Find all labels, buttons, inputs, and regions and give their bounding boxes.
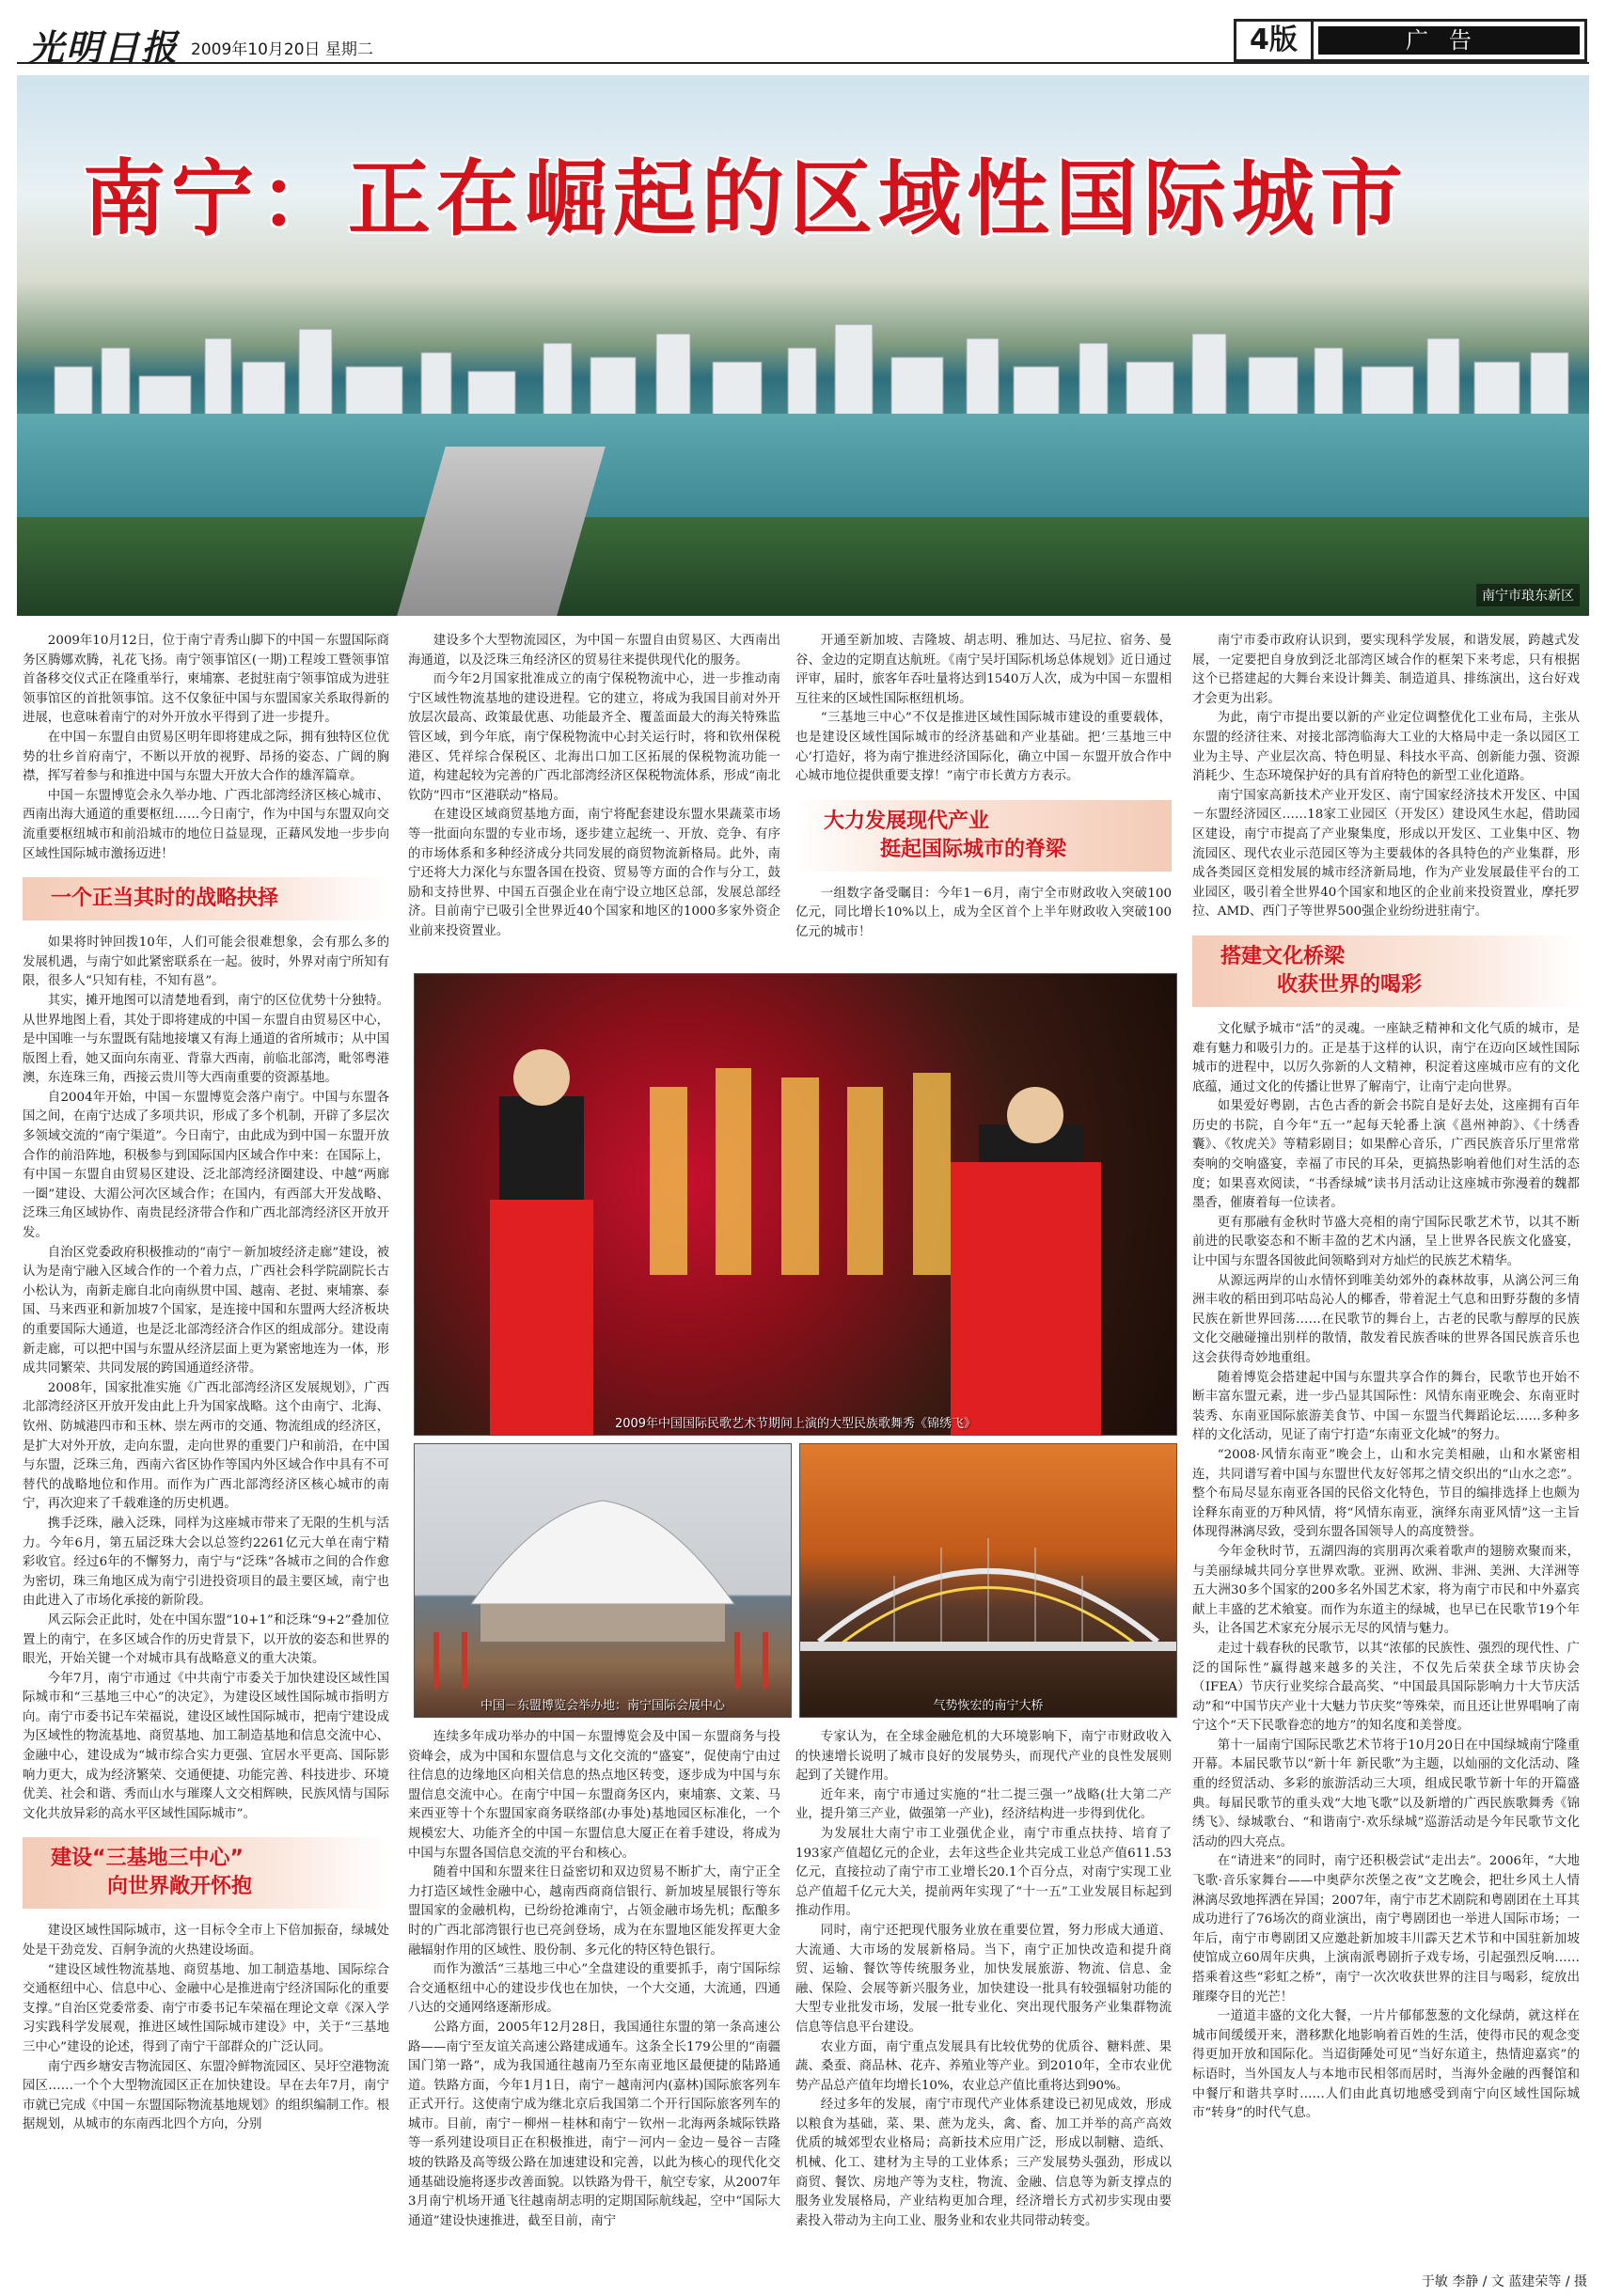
hero-photo [17,75,1589,616]
subheading [1192,936,1580,1007]
hero-caption: 南宁市琅东新区 [1476,584,1580,606]
byline: 于敏 李静 / 文 蓝建荣等 / 摄 [1421,2274,1587,2289]
paragraph: 今年金秋时节，五湖四海的宾朋再次乘着歌声的翅膀欢聚而来，与美丽绿城共同分享世界欢歌。亚洲、欧洲、非洲、美洲、大洋洲等五大洲30多个国家的200多名外国艺术家，将为南宁市民和中外嘉宾献上丰盛的艺术飨宴。而作为东道主的绿城，也早已在民歌节19个年头，让各国艺术家充分展示无尽的风情与魅力。 [1192,1544,1580,1637]
expo-building-graphic [415,1444,791,1717]
article-column-3-lower [795,1728,1172,2288]
paragraph: 文化赋予城市“活”的灵魂。一座缺乏精神和文化气质的城市，是难有魅力和吸引力的。正是基于这样的认识，南宁在迈向区域性国际城市的进程中，以厉久弥新的人文精神，积淀着这座城市应有的文化底蕴，通过文化的传播让世界了解南宁，让南宁走向世界。 [1192,1021,1580,1094]
bridge-photo [799,1443,1177,1718]
paragraph: 从源远两岸的山水情怀到唯美幼郊外的森林故事，从漓公河三角洲丰收的稻田到邛咕岛沁人的椰香，带着泥土气息和田野芬馥的多情民族在新世界回荡……在民歌节的舞台上，古老的民歌与醇厚的民族文化交融碰撞出别样的散情，散发着民族香味的世界各国民族音乐也这会获得奇妙地重组。 [1192,1273,1580,1365]
paragraph: 如果将时钟回拨10年，人们可能会很难想象，会有那么多的发展机遇，与南宁如此紧密联系在一起。彼时，外界对南宁所知有限，很多人“只知有桂，不知有邕”。 [23,936,389,989]
subheading [23,1837,389,1909]
article-column-1 [23,632,389,2287]
paragraph: 而作为激活“三基地三中心”全盘建设的重要抓手，南宁国际综合交通枢纽中心的建设步伐也在加快，一个大交通，大流通，四通八达的交通网络逐渐形成。 [408,1962,780,2016]
paragraph: “建设区域性物流基地、商贸基地、加工制造基地、国际综合交通枢纽中心、信息中心、金融中心是推进南宁经济国际化的重要支撑。”自治区党委常委、南宁市委书记车荣福在理论文章《深入学习实践科学发展观，推进区域性国际城市建设》中，关于“三基地三中心”建设的论述，得到了南宁干部群众的广泛认同。 [23,1962,389,2054]
paragraph: 自治区党委政府积极推动的“南宁－新加坡经济走廊”建设，被认为是南宁融入区域合作的一个着力点，广西社会科学院副院长古小松认为，南新走廊自北向南纵贯中国、越南、老挝、柬埔寨、泰国、马来西亚和新加坡7个国家，是连接中国和东盟两大经济板块的重要国际大通道，也是泛北部湾经济合作区的组成部分。建设南新走廊，可以把中国与东盟从经济层面上更为紧密地连为一体，形成共同繁荣、共同发展的跨国通道经济带。 [23,1245,389,1376]
paragraph: 建设区域性国际城市，这一目标令全市上下倍加振奋，绿城处处是干劲竞发、百舸争流的火热建设场面。 [23,1924,389,1958]
paragraph: 今年7月，南宁市通过《中共南宁市委关于加快建设区域性国际城市和“三基地三中心”的决定》，为建设区域性国际城市指明方向。南宁市委书记车荣福说，建设区域性国际城市，把南宁建设成为区域性的物流基地、商贸基地、加工制造基地和信息交流中心、金融中心，建设成为“城市综合实力更强、宜居水平更高、国际影响力更大，成为经济繁荣、交通便捷、功能完善、科技进步、环境优美、社会和谐、秀而山水与璀璨人文交相辉映，民族风情与国际文化共放异彩的高水平区域性国际城市”。 [23,1671,389,1821]
subheading-line-2: 挺起国际城市的脊梁 [880,837,1067,861]
subheading-line-1: 建设“三基地三中心” [51,1847,244,1871]
paragraph: 为此，南宁市提出要以新的产业定位调整优化工业布局，主张从东盟的经济往来、对接北部湾临海大工业的大格局中走一条以园区工业为主导、产业层次高、特色明显、科技水平高、创新能力强、资源消耗少、生态环境保护好的具有首府特色的新型工业化道路。 [1192,711,1580,784]
paragraph: 连续多年成功举办的中国－东盟博览会及中国－东盟商务与投资峰会，成为中国和东盟信息与文化交流的“盛宴”，促使南宁由过往信息的边缘地区向相关信息的热点地区转变，逐步成为中国与东盟信息交流中心。在南宁中国－东盟商务区内，柬埔寨、文莱、马来西亚等十个东盟国家商务联络部(办事处)基地园区标准化，一个规模宏大、功能齐全的中国－东盟信息大厦正在着手建设，将成为中国与东盟各国信息交流的平台和核心。 [408,1730,780,1861]
paragraph: 南宁市委市政府认识到，要实现科学发展，和谐发展，跨越式发展，一定要把自身放到泛北部湾区域合作的框架下来考虑，只有根据这个已搭建起的大舞台来设计舞美、制造道具、排练演出，这台好戏才会更为出彩。 [1192,634,1580,706]
photo-caption: 气势恢宏的南宁大桥 [933,1699,1044,1713]
newspaper-logo: 光明日报 [28,26,180,69]
article-column-4 [1192,632,1580,2277]
subheading-line-1: 大力发展现代产业 [824,809,990,833]
subheading [795,800,1172,872]
paragraph: 第十一届南宁国际民歌艺术节将于10月20日在中国绿城南宁隆重开幕。本届民歌节以“新十年 新民歌”为主题，以灿丽的文化活动、隆重的经贸活动、多彩的旅游活动三大项，组成民歌节新十年的开篇盛典。每届民歌节的重头戏“大地飞歌”以及新增的广西民族歌舞秀《锦绣飞》、绿城歌台、“和谐南宁·欢乐绿城”巡游活动是今年民歌节文化活动的四大亮点。 [1192,1738,1580,1849]
paragraph: 公路方面，2005年12月28日，我国通往东盟的第一条高速公路——南宁至友谊关高速公路建成通车。这条全长179公里的“南疆国门第一路”，成为我国通往越南乃至东南亚地区最便捷的陆路通道。铁路方面，今年1月1日，南宁－越南河内(嘉林)国际旅客列车正式开行。这使南宁成为继北京后我国第二个开行国际旅客列车的城市。目前，南宁－柳州－桂林和南宁－钦州－北海两条城际铁路等一系列建设项目正在积极推进，南宁－河内－金边－曼谷－吉隆坡的铁路及高等级公路在加速建设和完善，以此为核心的现代化交通基础设施将逐步改善面貌。以铁路为骨干，航空专家，从2007年3月南宁机场开通飞往越南胡志明的定期国际航线起，空中“国际大通道”建设快速推进，截至目前，南宁 [408,2020,780,2228]
expo-center-photo [414,1443,792,1718]
subheading: 一个正当其时的战略抉择 [23,877,389,920]
photo-caption: 2009年中国国际民歌艺术节期间上演的大型民族歌舞秀《锦绣飞》 [614,1417,977,1431]
paragraph: 走过十载春秋的民歌节，以其“浓郁的民族性、强烈的现代性、广泛的国际性”赢得越来越多的关注，不仅先后荣获全球节庆协会（IFEA）节庆行业奖综合最高奖、“中国最具国际影响力十大节庆活动”和“中国节庆产业十大魅力节庆奖”等殊荣，而且还让世界唱响了南宁这个“天下民歌眷恋的地方”的知名度和美誉度。 [1192,1641,1580,1734]
section-label: 广告 [1318,26,1580,55]
paragraph: 2009年10月12日，位于南宁青秀山脚下的中国－东盟国际商务区腾娜欢腾，礼花飞扬。南宁领事馆区(一期)工程竣工暨领事馆首备移交仪式正在隆重举行，柬埔寨、老挝驻南宁领事馆成为进驻领事馆区的首批领事馆。这不仅象征中国与东盟国家关系取得新的进展，也意味着南宁的对外开放水平得到了进一步提升。 [23,634,389,726]
paragraph: 建设多个大型物流园区，为中国－东盟自由贸易区、大西南出海通道，以及泛珠三角经济区的贸易往来提供现代化的服务。 [408,634,780,668]
subheading-line-2: 收获世界的喝彩 [1277,972,1423,997]
paragraph: 中国－东盟博览会永久举办地、广西北部湾经济区核心城市、西南出海大通道的重要枢纽……今日南宁，作为中国与东盟双向交流重要枢纽城市和前沿城市的地位日益显现，正藉风发地一步步向区域性国际城市激扬迈进！ [23,788,389,861]
performers-graphic [415,974,1176,1435]
paragraph: 开通至新加坡、吉隆坡、胡志明、雅加达、马尼拉、宿务、曼谷、金边的定期直达航班。《南宁吴圩国际机场总体规划》近日通过评审，届时，旅客年吞吐量将达到1540万人次，成为中国－东盟相互往来的区域性国际枢纽机场。 [795,634,1172,706]
arch-bridge-graphic [800,1444,1176,1717]
paragraph: 如果爱好粤剧，古色古香的新会书院自是好去处，这座拥有百年历史的书院，自今年“五一”起每天轮番上演《邕州神韵》、《十绣香囊》、《牧虎关》等精彩剧目；如果醉心音乐，广西民族音乐厅里常常奏响的交响盛宴，幸福了市民的耳朵，更搞热影响着他们对生活的态度；如果喜欢阅读，“书香绿城”读书月活动让这座城市弥漫着的魏都墨香，催赓着每一位读者。 [1192,1099,1580,1211]
paragraph: 自2004年开始，中国－东盟博览会落户南宁。中国与东盟各国之间，在南宁达成了多项共识，形成了多个机制，开辟了多层次多领域交流的“南宁渠道”。今日南宁，由此成为到中国－东盟开放合作的前沿阵地，积极参与到国际国内区域合作中来：在国际上，有中国－东盟自由贸易区建设、泛北部湾经济圈建设、中越“两廊一圈”建设、大湄公河次区域合作；在国内，有西部大开发战略、泛珠三角区域协作、南贵昆经济带合作和广西北部湾经济区开放开发。 [23,1090,389,1241]
photo-caption: 中国－东盟博览会举办地：南宁国际会展中心 [480,1699,725,1713]
performance-photo [414,973,1177,1436]
paragraph: 同时，南宁还把现代服务业放在重要位置，努力形成大通道、大流通、大市场的发展新格局。当下，南宁正加快改造和提升商贸、运输、餐饮等传统服务业，加快发展旅游、物流、信息、金融、保险、会展等新兴服务业，加快建设一批具有较强辐射功能的大型专业批发市场，发展一批专业化、突出现代服务产业集群物流信息等信息平台建设。 [795,1923,1172,2035]
paragraph: 在“请进来”的同时，南宁还积极尝试“走出去”。2006年，“大地飞歌·音乐家舞台——中奥萨尔茨堡之夜”文艺晚会，把壮乡风土人情淋漓尽致地挥洒在异国；2007年，南宁市艺术剧院和粤剧团在土耳其成功进行了76场次的商业演出，南宁粤剧团也一举进人国际市场；一年后，南宁市粤剧团又应邀赴新加坡丰川霹天艺术节和中国驻新加坡使馆成立60周年庆典，上演南派粤剧折子戏专场，引起强烈反响……搭乘着这些“彩虹之桥”，南宁一次次收获世界的注目与喝彩，绽放出璀璨夺目的光芒！ [1192,1854,1580,2005]
paragraph: 一道道丰盛的文化大餐，一片片郁郁葱葱的文化绿荫，就这样在城市间缓缓开来，潜移默化地影响着百姓的生活，使得市民的观念变得更加开放和国际化。当迢街陲处可见“当好东道主，热情迎嘉宾”的标语时，当外国友人与本地市民相邻而居时，当海外金融的西餐馆和中餐厅和谐共享时……人们由此真切地感受到南宁向区域性国际城市“转身”的时代气息。 [1192,2009,1580,2121]
paragraph: 2008年，国家批准实施《广西北部湾经济区发展规划》，广西北部湾经济区开放开发由此上升为国家战略。这个由南宁、北海、钦州、防城港四市和玉林、崇左两市的交通、物流组成的经济区，是扩大对外开放，走向东盟，走向世界的重要门户和前沿，在中国与东盟，泛珠三角，西南六省区协作等国内外区域合作中具有不可替代的战略地位和作用。而作为广西北部湾经济区核心城市的南宁，再次迎来了千载难逢的历史机遇。 [23,1380,389,1512]
paragraph: 其实，摊开地图可以清楚地看到，南宁的区位优势十分独特。从世界地图上看，其处于即将建成的中国－东盟自由贸易区中心，是中国唯一与东盟既有陆地接壤又有海上通道的省所城市；从中国版图上看，她又面向东南亚、背靠大西南，前临北部湾，毗邻粤港澳，东连珠三角，西接云贵川等大西南重要的资源基地。 [23,993,389,1086]
paragraph: “2008·风情东南亚”晚会上，山和水完美相融，山和水紧密相连，共同谱写着中国与东盟世代友好邻邦之情交织出的“山水之恋”。整个布局尽显东南亚各国的民俗文化特色，节目的编排选择上也颇为诠释东南亚的万种风情，将“风情东南亚，演绎东南亚风情”这一主旨体现得淋漓尽致，受到东盟各国领导人的高度赞誉。 [1192,1447,1580,1540]
subheading-line-2: 向世界敞开怀抱 [107,1875,253,1899]
paragraph: 南宁西乡塘安吉物流园区、东盟冷鲜物流园区、吴圩空港物流园区……一个个大型物流园区正在加快建设。早在去年7月，南宁市就已完成《中国－东盟国际物流基地规划》的组织编制工作。根据规划，从城市的东南西北四个方向，分别 [23,2059,389,2132]
article-column-3 [795,632,1172,966]
paragraph: 农业方面，南宁重点发展具有比较优势的优质谷、糖料蔗、果蔬、桑蚕、商品林、花卉、养殖业等产业。到2010年，全市农业优势产品总产值年均增长10%，农业总产值比重将达到90%。 [795,2039,1172,2093]
paragraph: 而今年2月国家批准成立的南宁保税物流中心，进一步推动南宁区域性物流基地的建设进程。它的建立，将成为我国目前对外开放层次最高、政策最优惠、功能最齐全、覆盖面最大的海关特殊监管区域，到今年底，南宁保税物流中心封关运行时，将和钦州保税港区、凭祥综合保税区、北海出口加工区拓展的保税物流功能一道，构建起较为完善的广西北部湾经济区保税物流体系，形成“南北钦防”四市“区港联动”格局。 [408,672,780,803]
paragraph: 在建设区域商贸基地方面，南宁将配套建设东盟水果蔬菜市场等一批面向东盟的专业市场，逐步建立起统一、开放、竞争、有序的市场体系和多种经济成分共同发展的商贸物流新格局。此外，南宁还将大力深化与东盟各国在投资、贸易等方面的合作与分工，鼓励和支持世界、中国五百强企业在南宁设立地区总部，发展总部经济。目前南宁已吸引全世界近40个国家和地区的1000多家外资企业前来投资置业。 [408,808,780,938]
paragraph: 随着博览会搭建起中国与东盟共享合作的舞台，民歌节也开始不断丰富东盟元素，进一步凸显其国际性：风情东南亚晚会、东南亚时装秀、东南亚国际旅游美食节、中国－东盟当代舞蹈论坛……多种多样的文化活动，见证了南宁打造“东南亚文化城”的努力。 [1192,1370,1580,1443]
paragraph: 经过多年的发展，南宁市现代产业体系建设已初见成效，形成以粮食为基础，菜、果、蔗为龙头，禽、畜、加工并举的高产高效优质的城郊型农业格局；高新技术应用广泛，形成以制糖、造纸、机械、化工、建材为主导的工业体系；三产发展势头强劲，形成以商贸、餐饮、房地产等为支柱，物流、金融、信息等为新支撑点的服务业发展格局，产业结构更加合理，经济增长方式初步实现由要素投入带动为主向工业、服务业和农业共同带动转变。 [795,2098,1172,2228]
paragraph: 一组数字备受瞩目：今年1－6月，南宁全市财政收入突破100亿元，同比增长10%以上，成为全区首个上半年财政收入突破100亿元的城市！ [795,886,1172,939]
issue-date: 2009年10月20日 星期二 [191,40,373,59]
page-number: 4版 [1236,22,1314,59]
subheading-line-1: 搭建文化桥梁 [1220,944,1346,968]
paragraph: 携手泛珠，融入泛珠，同样为这座城市带来了无限的生机与活力。今年6月，第五届泛珠大会以总签约2261亿元大单在南宁精彩收官。经过6年的不懈努力，南宁与“泛珠”各城市之间的合作愈为密切，珠三角地区成为南宁引进投资项目的最主要区域，南宁也由此进入了市场化承接的新阶段。 [23,1516,389,1609]
paragraph: 专家认为，在全球金融危机的大环境影响下，南宁市财政收入的快速增长说明了城市良好的发展势头，而现代产业的良性发展则起到了关键作用。 [795,1730,1172,1784]
page-headline: 南宁：正在崛起的区域性国际城市 [83,150,1409,247]
page-section-box [1234,19,1587,62]
paragraph: “三基地三中心”不仅是推进区域性国际城市建设的重要载体，也是建设区域性国际城市的经济基础和产业基础。把‘三基地三中心’打造好，将为南宁推进经济国际化，确立中国－东盟开放合作中心城市地位提供重要支撑！”南宁市长黄方方表示。 [795,711,1172,784]
article-column-2 [408,632,780,966]
paragraph: 随着中国和东盟来往日益密切和双边贸易不断扩大，南宁正全力打造区域性金融中心，越南西商商信银行、新加坡星展银行等东盟国家的金融机构，已纷纷抢滩南宁，占领金融市场先机；酝酿多时的广西北部湾银行也已亮剑登场，成为在东盟地区能发挥更大金融辐射作用的区域性、股份制、多元化的特区特色银行。 [408,1865,780,1958]
paragraph: 南宁国家高新技术产业开发区、南宁国家经济技术开发区、中国－东盟经济园区……18家工业园区（开发区）建设风生水起，借助园区建设，南宁市提高了产业聚集度，形成以开发区、工业集中区、物流园区、现代农业示范园区等为主要载体的各具特色的产业集群，形成各类园区竞相发展的城市经济新局地，作为产业发展最佳平台的工业园区，吸引着全世界40个国家和地区的企业前来投资置业，摩托罗拉、AMD、西门子等世界500强企业纷纷进驻南宁。 [1192,788,1580,920]
riverbank-graphic [17,517,1589,616]
paragraph: 近年来，南宁市通过实施的“壮二提三强一”战略(壮大第二产业，提升第三产业，做强第一产业)，经济结构进一步得到优化。 [795,1787,1172,1822]
paragraph: 在中国－东盟自由贸易区明年即将建成之际，拥有独特区位优势的壮乡首府南宁，不断以开放的视野、昂扬的姿态、广阔的胸襟，挥写着参与和推进中国与东盟大开放大合作的雄浑篇章。 [23,730,389,784]
article-column-2-lower [408,1728,780,2288]
paragraph: 风云际会正此时，处在中国东盟“10+1”和泛珠“9+2”叠加位置上的南宁，在多区域合作的历史背景下，以开放的姿态和世界的眼光，开始关键一个对城市具有战略意义的重大决策。 [23,1612,389,1667]
masthead [17,17,1589,69]
paragraph: 更有那融有金秋时节盛大亮相的南宁国际民歌艺术节，以其不断前进的民歌姿态和不断丰盈的艺术内涵，呈上世界各民族文化盛宴，让中国与东盟各国彼此间领略到对方灿烂的民族艺术精华。 [1192,1215,1580,1269]
paragraph: 为发展壮大南宁市工业强优企业，南宁市重点扶持、培育了193家产值超亿元的企业，去年这些企业共完成工业总产值611.53亿元，直接拉动了南宁市工业增长20.1个百分点，对南宁实现工业总产值超千亿元大关，提前两年实现了“十一五”工业发展目标起到推动作用。 [795,1826,1172,1919]
